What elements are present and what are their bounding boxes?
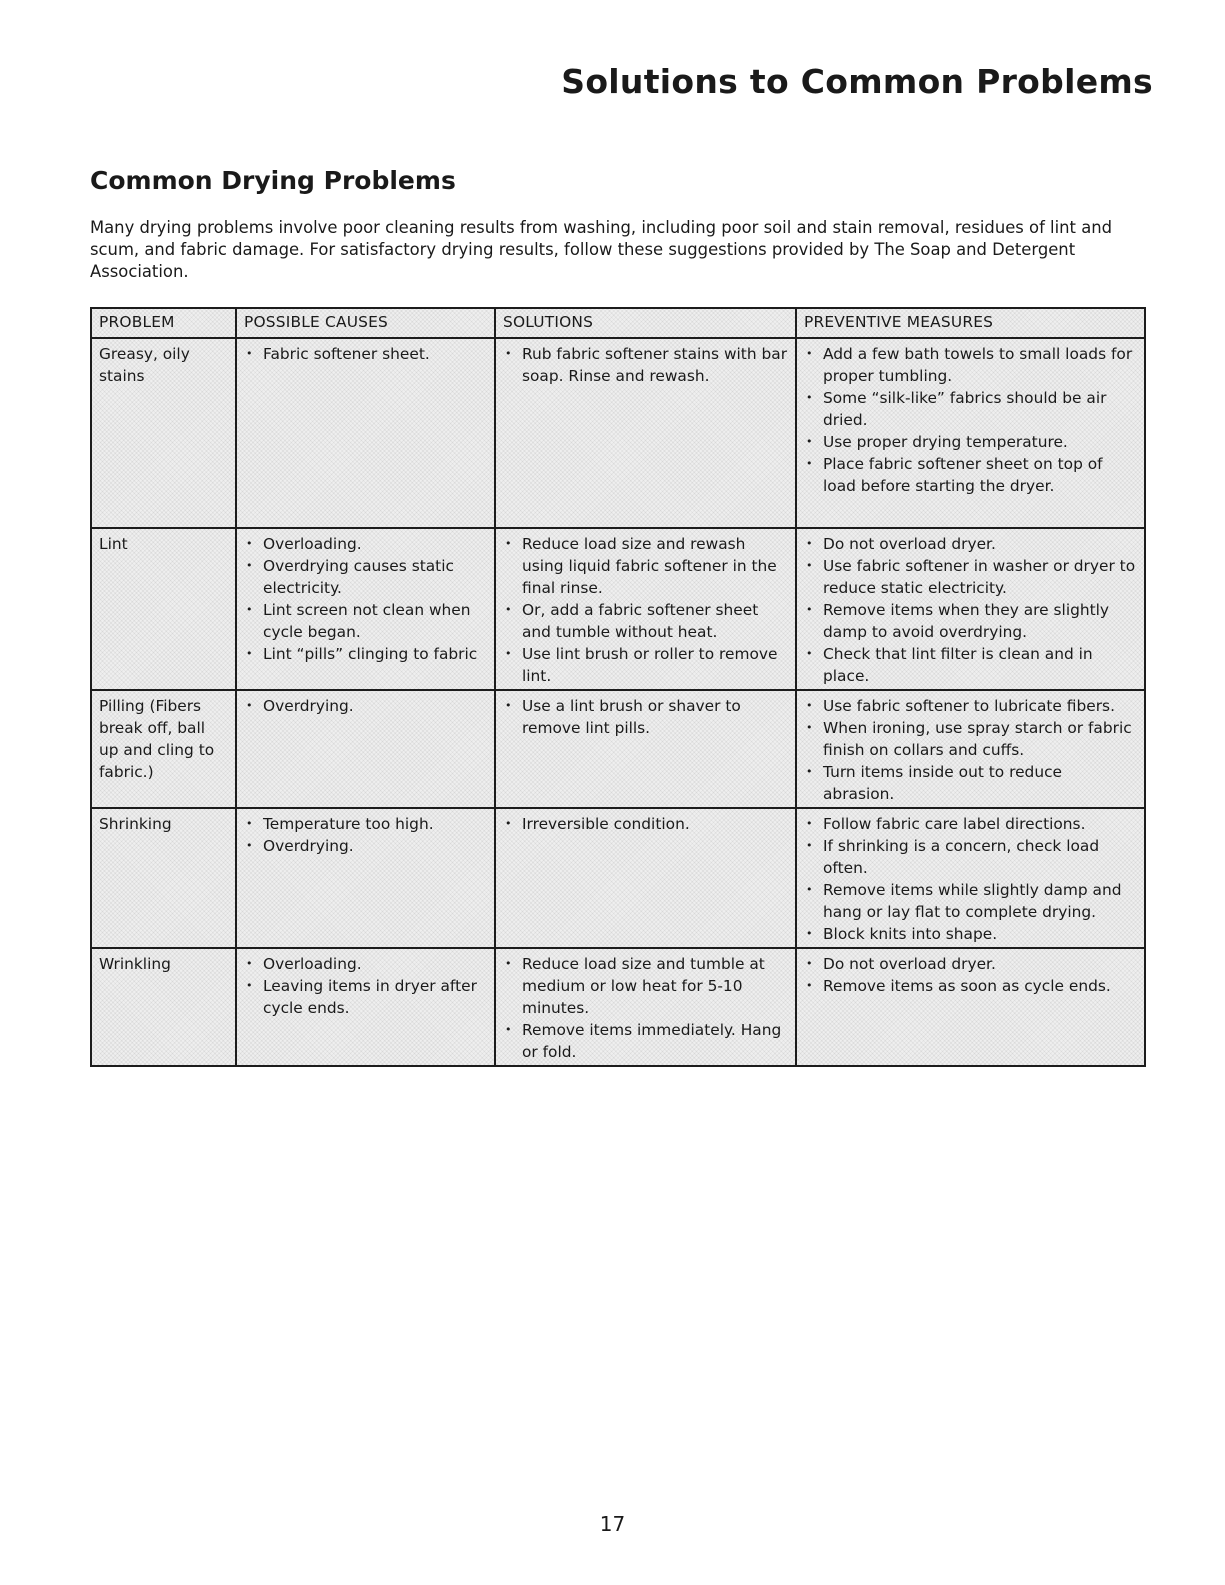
cause-item: • Overloading. (244, 533, 488, 555)
measure-item: • Block knits into shape. (804, 923, 1138, 945)
table-row (91, 948, 1145, 1066)
causes-cell (236, 808, 495, 948)
measures-cell (796, 808, 1145, 948)
measure-item: • If shrinking is a concern, check load often. (804, 835, 1138, 879)
cause-item: • Lint “pills” clinging to fabric (244, 643, 488, 665)
table-row (91, 690, 1145, 808)
cause-item: • Overdrying causes static electricity. (244, 555, 488, 599)
intro-paragraph: Many drying problems involve poor cleaning results from washing, including poor soil and stain removal, residues of lint and scum, and fabric damage. For satisfactory drying results, follow these suggestions provided by The Soap and Detergent Association. (90, 218, 1113, 281)
solution-item: • Reduce load size and tumble at medium or low heat for 5-10 minutes. (503, 953, 789, 1019)
solution-item: • Use a lint brush or shaver to remove lint pills. (503, 695, 789, 739)
measure-item: • Some “silk-like” fabrics should be air dried. (804, 387, 1138, 431)
problem-label: Shrinking (99, 815, 172, 833)
measures-cell (796, 528, 1145, 690)
measure-item: • Add a few bath towels to small loads for proper tumbling. (804, 343, 1138, 387)
table-row (91, 808, 1145, 948)
measure-item: • Do not overload dryer. (804, 953, 1138, 975)
solution-item: • Use lint brush or roller to remove lint. (503, 643, 789, 687)
solution-item: • Or, add a fabric softener sheet and tumble without heat. (503, 599, 789, 643)
solutions-cell (495, 808, 796, 948)
cause-item: • Overloading. (244, 953, 488, 975)
measure-item: • Use proper drying temperature. (804, 431, 1138, 453)
problem-label: Lint (99, 535, 128, 553)
table-body (91, 338, 1145, 1066)
problem-cell (91, 528, 236, 690)
problem-cell (91, 338, 236, 528)
measure-item: • Use fabric softener to lubricate fibers. (804, 695, 1138, 717)
cause-item: • Lint screen not clean when cycle began. (244, 599, 488, 643)
measures-cell (796, 690, 1145, 808)
table-header-row (91, 308, 1145, 338)
solution-item: • Remove items immediately. Hang or fold. (503, 1019, 789, 1063)
problem-cell (91, 808, 236, 948)
table-row (91, 338, 1145, 528)
table-header (91, 308, 1145, 338)
drying-problems-table (90, 307, 1146, 1067)
header-possible-causes: POSSIBLE CAUSES (236, 308, 495, 338)
table-row (91, 528, 1145, 690)
cause-item: • Temperature too high. (244, 813, 488, 835)
measure-item: • Remove items when they are slightly damp to avoid overdrying. (804, 599, 1138, 643)
solutions-cell (495, 948, 796, 1066)
page-title: Solutions to Common Problems (561, 62, 1153, 101)
causes-cell (236, 528, 495, 690)
measure-item: • Remove items as soon as cycle ends. (804, 975, 1138, 997)
measure-item: • Check that lint filter is clean and in place. (804, 643, 1138, 687)
measure-item: • Remove items while slightly damp and hang or lay flat to complete drying. (804, 879, 1138, 923)
measures-cell (796, 948, 1145, 1066)
solutions-cell (495, 528, 796, 690)
header-preventive-measures: PREVENTIVE MEASURES (796, 308, 1145, 338)
section-title: Common Drying Problems (90, 166, 456, 195)
causes-cell (236, 948, 495, 1066)
measure-item: • Place fabric softener sheet on top of load before starting the dryer. (804, 453, 1138, 497)
measure-item: • Follow fabric care label directions. (804, 813, 1138, 835)
solutions-cell (495, 338, 796, 528)
causes-cell (236, 338, 495, 528)
cause-item: • Leaving items in dryer after cycle ends. (244, 975, 488, 1019)
header-solutions: SOLUTIONS (495, 308, 796, 338)
measure-item: • Use fabric softener in washer or dryer to reduce static electricity. (804, 555, 1138, 599)
problem-label: Wrinkling (99, 955, 171, 973)
page-number: 17 (599, 1512, 626, 1536)
cause-item: • Overdrying. (244, 835, 488, 857)
solution-item: • Rub fabric softener stains with bar soap. Rinse and rewash. (503, 343, 789, 387)
measure-item: • Do not overload dryer. (804, 533, 1138, 555)
problem-label: Pilling (Fibers break off, ball up and cling to fabric.) (99, 697, 215, 781)
solution-item: • Reduce load size and rewash using liquid fabric softener in the final rinse. (503, 533, 789, 599)
causes-cell (236, 690, 495, 808)
header-problem: PROBLEM (91, 308, 236, 338)
solution-item: • Irreversible condition. (503, 813, 789, 835)
problem-label: Greasy, oily stains (99, 345, 190, 385)
cause-item: • Fabric softener sheet. (244, 343, 488, 365)
cause-item: • Overdrying. (244, 695, 488, 717)
measure-item: • Turn items inside out to reduce abrasion. (804, 761, 1138, 805)
measure-item: • When ironing, use spray starch or fabric finish on collars and cuffs. (804, 717, 1138, 761)
measures-cell (796, 338, 1145, 528)
problem-cell (91, 948, 236, 1066)
solutions-cell (495, 690, 796, 808)
problem-cell (91, 690, 236, 808)
